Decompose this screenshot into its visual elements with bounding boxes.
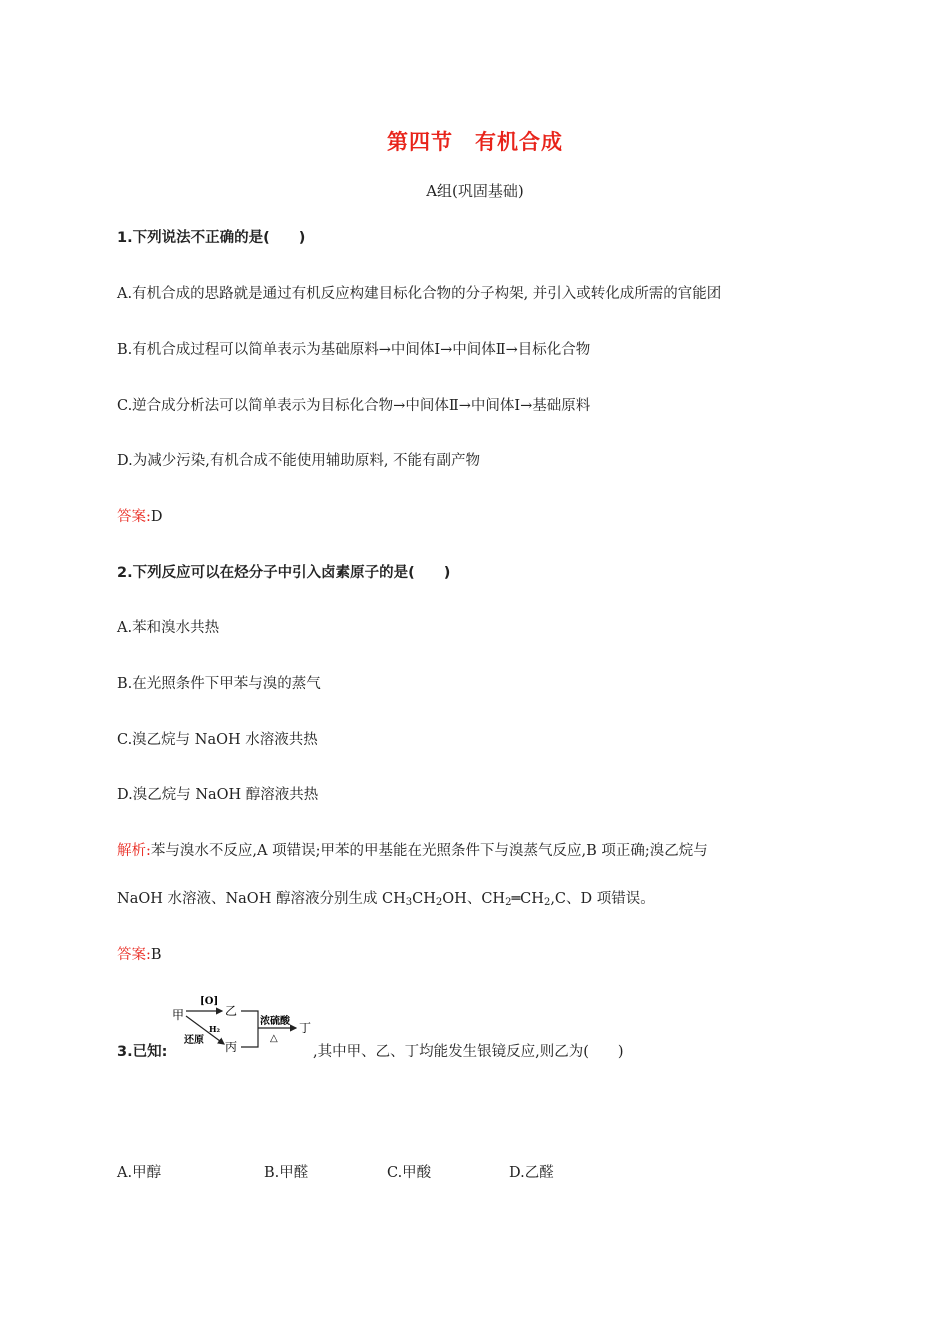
- label-reduce: 还原: [184, 1035, 204, 1046]
- subscript: 2: [435, 897, 443, 908]
- node-jia: 甲: [172, 1008, 185, 1022]
- answer-value: B: [150, 947, 162, 963]
- label-h2: H₂: [209, 1024, 221, 1034]
- q2-answer: [117, 945, 162, 965]
- analysis-text: CH: [412, 891, 436, 907]
- q1-option-b: B.有机合成过程可以简单表示为基础原料→中间体Ⅰ→中间体Ⅱ→目标化合物: [117, 342, 591, 358]
- q1-option-d: D.为减少污染,有机合成不能使用辅助原料, 不能有副产物: [117, 453, 481, 469]
- q1-option-c: C.逆合成分析法可以简单表示为目标化合物→中间体Ⅱ→中间体Ⅰ→基础原料: [117, 398, 591, 414]
- analysis-text: 苯与溴水不反应,A 项错误;甲苯的甲基能在光照条件下与溴蒸气反应,B 项正确;溴乙烷与: [150, 843, 708, 859]
- q3-option-d: D.乙醛: [509, 1165, 554, 1181]
- subscript: 3: [405, 897, 413, 908]
- node-ding: 丁: [299, 1021, 312, 1035]
- answer-label: 答案:: [117, 947, 151, 963]
- q2-option-a: A.苯和溴水共热: [117, 620, 220, 636]
- analysis-text: ═CH: [511, 891, 544, 907]
- analysis-text: NaOH 水溶液、NaOH 醇溶液分别生成 CH: [117, 891, 406, 907]
- label-acid: 浓硫酸: [260, 1016, 290, 1027]
- q3-option-a: A.甲醇: [117, 1165, 162, 1181]
- q2-option-b: B.在光照条件下甲苯与溴的蒸气: [117, 676, 321, 692]
- q2-analysis-line2: [117, 889, 655, 913]
- node-yi: 乙: [225, 1004, 238, 1018]
- q3-stem-prefix: 3.已知:: [117, 1044, 168, 1060]
- bracket: [241, 1011, 258, 1047]
- q3-option-c: C.甲酸: [387, 1165, 432, 1181]
- q1-stem: 1.下列说法不正确的是( ): [117, 230, 306, 246]
- answer-label: 答案:: [117, 509, 151, 525]
- q2-option-d: D.溴乙烷与 NaOH 醇溶液共热: [117, 787, 319, 803]
- analysis-text: OH、CH: [442, 891, 506, 907]
- analysis-text: ,C、D 项错误。: [550, 891, 655, 907]
- q1-option-a: A.有机合成的思路就是通过有机反应构建目标化合物的分子构架, 并引入或转化成所需的官能团: [117, 286, 722, 302]
- section-name: 有机合成: [475, 130, 563, 154]
- q3-option-b: B.甲醛: [264, 1165, 309, 1181]
- label-heat: △: [270, 1033, 278, 1044]
- group-heading: A组(巩固基础): [426, 182, 524, 200]
- reaction-scheme-diagram: [170, 990, 320, 1060]
- subscript: 2: [543, 897, 551, 908]
- analysis-label: 解析:: [117, 843, 151, 859]
- node-bing: 丙: [225, 1040, 238, 1054]
- subscript: 2: [505, 897, 512, 908]
- q3-stem-suffix: ,其中甲、乙、丁均能发生银镜反应,则乙为( ): [313, 1044, 624, 1060]
- page-title: [0, 126, 950, 156]
- q2-analysis-line1: [117, 841, 708, 861]
- q2-stem: 2.下列反应可以在烃分子中引入卤素原子的是( ): [117, 565, 451, 581]
- label-oxidant: [O]: [200, 996, 219, 1007]
- q2-option-c: C.溴乙烷与 NaOH 水溶液共热: [117, 732, 318, 748]
- q1-answer: [117, 507, 163, 527]
- section-number: 第四节: [387, 130, 453, 154]
- answer-value: D: [150, 509, 163, 525]
